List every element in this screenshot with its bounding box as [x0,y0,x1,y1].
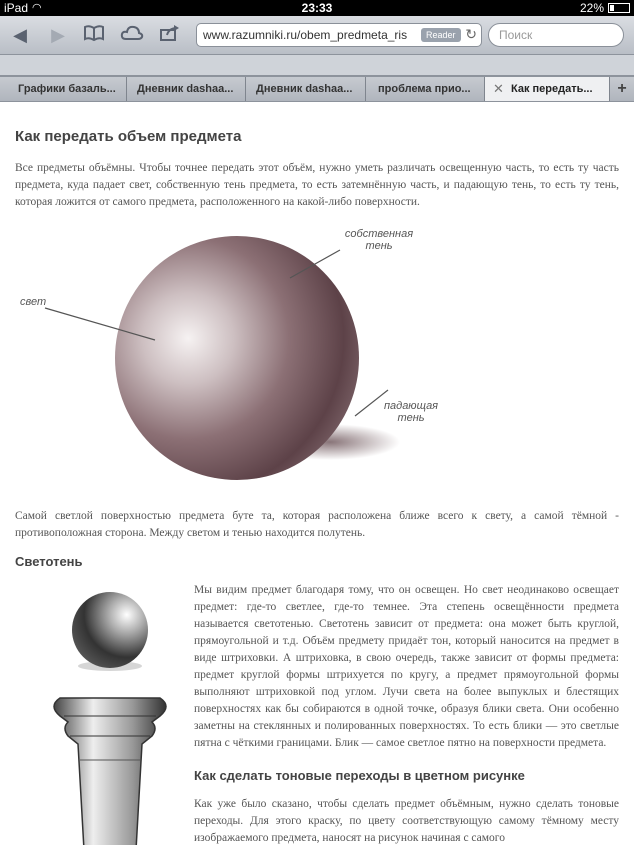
tab-label: Дневник dashaa... [256,83,353,95]
tab-2[interactable] [127,77,246,101]
tab-3[interactable] [246,77,366,101]
bookmarks-book-icon[interactable] [82,24,106,46]
chiaroscuro-paragraph: Мы видим предмет благодаря тому, что он освещен. Но свет неодинаково освещает предмет: где-то светлее, где-то темнее. Эта степень освещённости предмета называется светотенью. Светотень зависит от предмета: она может быть круглой, прямоугольной и т.д. Объём предмету придаёт тон, который наносится на предмет в виде штриховки. А штриховка, в свою очередь, также зависит от формы предмета: предмет круглой формы штрихуется по кругу, а предмет прямоугольной формы выполняют штриховкой под углом. Лучи света на более выпуклых и блестящих поверхностях как бы собираются в одной точке, образуя блики света. Они особенно заметны на стеклянных и полированных поверхностях. То есть блики — это светлые пятна с чёткими границами. Блик — самое светлое пятно на поверхности предмета. [194,584,619,749]
light-label: свет [20,296,47,308]
reader-button[interactable]: Reader [421,28,461,42]
device-name: iPad [4,1,29,15]
search-input[interactable] [499,28,609,42]
search-field[interactable] [488,23,624,47]
tab-label: Как передать... [511,83,593,95]
cast-shadow-label: падающая тень [383,400,439,424]
own-shadow-label: собственная тень [344,228,414,252]
section-heading-chiaroscuro: Светотень [15,554,83,569]
browser-toolbar [0,16,634,55]
status-time: 23:33 [301,1,333,15]
tab-label: Графики базаль... [18,83,116,95]
sphere-shading-figure [0,220,634,500]
page-content [0,102,634,845]
tone-transitions-paragraph: Как уже было сказано, чтобы сделать предмет объёмным, нужно сделать тоновые переходы. Для этого краску, по цвету соответствующую самому тёмному месту изображаемого предмета, наносят на рисунок начиная с самого [194,798,619,844]
tab-4[interactable] [366,77,485,101]
address-bar[interactable] [196,23,482,47]
vase-figure [40,690,180,845]
section-heading-tone-transitions: Как сделать тоновые переходы в цветном рисунке [194,768,525,783]
address-url[interactable]: www.razumniki.ru/obem_predmeta_ris [203,28,408,42]
article-title: Как передать объем предмета [15,128,242,145]
tab-label: Дневник dashaa... [137,83,234,95]
new-tab-button[interactable]: + [610,77,634,101]
tab-label: проблема прио... [378,83,471,95]
forward-arrow-icon[interactable]: ▶ [51,25,65,45]
light-shadow-paragraph: Самой светлой поверхностью предмета буте та, которая расположена ближе всего к свету, а самой тёмной - противоположная сторона. Между светом и тенью находится полутень. [15,510,619,539]
close-tab-icon[interactable]: ✕ [493,81,504,96]
back-arrow-icon[interactable]: ◀ [13,25,27,45]
share-icon[interactable] [158,24,182,46]
wifi-icon: ◠ [32,2,42,14]
tab-bar [0,75,634,102]
tab-5-active[interactable] [485,77,610,101]
battery-percent: 22% [579,1,604,15]
reload-icon[interactable]: ↻ [465,26,477,42]
bookmarks-bar [0,55,634,75]
intro-paragraph: Все предметы объёмны. Чтобы точнее передать этот объём, нужно уметь различать освещенную часть, то есть ту часть предмета, куда падает свет, собственную тень предмета, то есть затемнённую часть, и падающую тень, то есть ту тень, которая ложится от самого предмета, расположенного на какой-либо поверхности. [15,162,619,208]
small-sphere-figure [60,586,160,676]
icloud-tabs-icon[interactable] [120,24,144,46]
status-bar [0,0,634,16]
tab-1[interactable] [0,77,127,101]
battery-icon [608,3,630,13]
